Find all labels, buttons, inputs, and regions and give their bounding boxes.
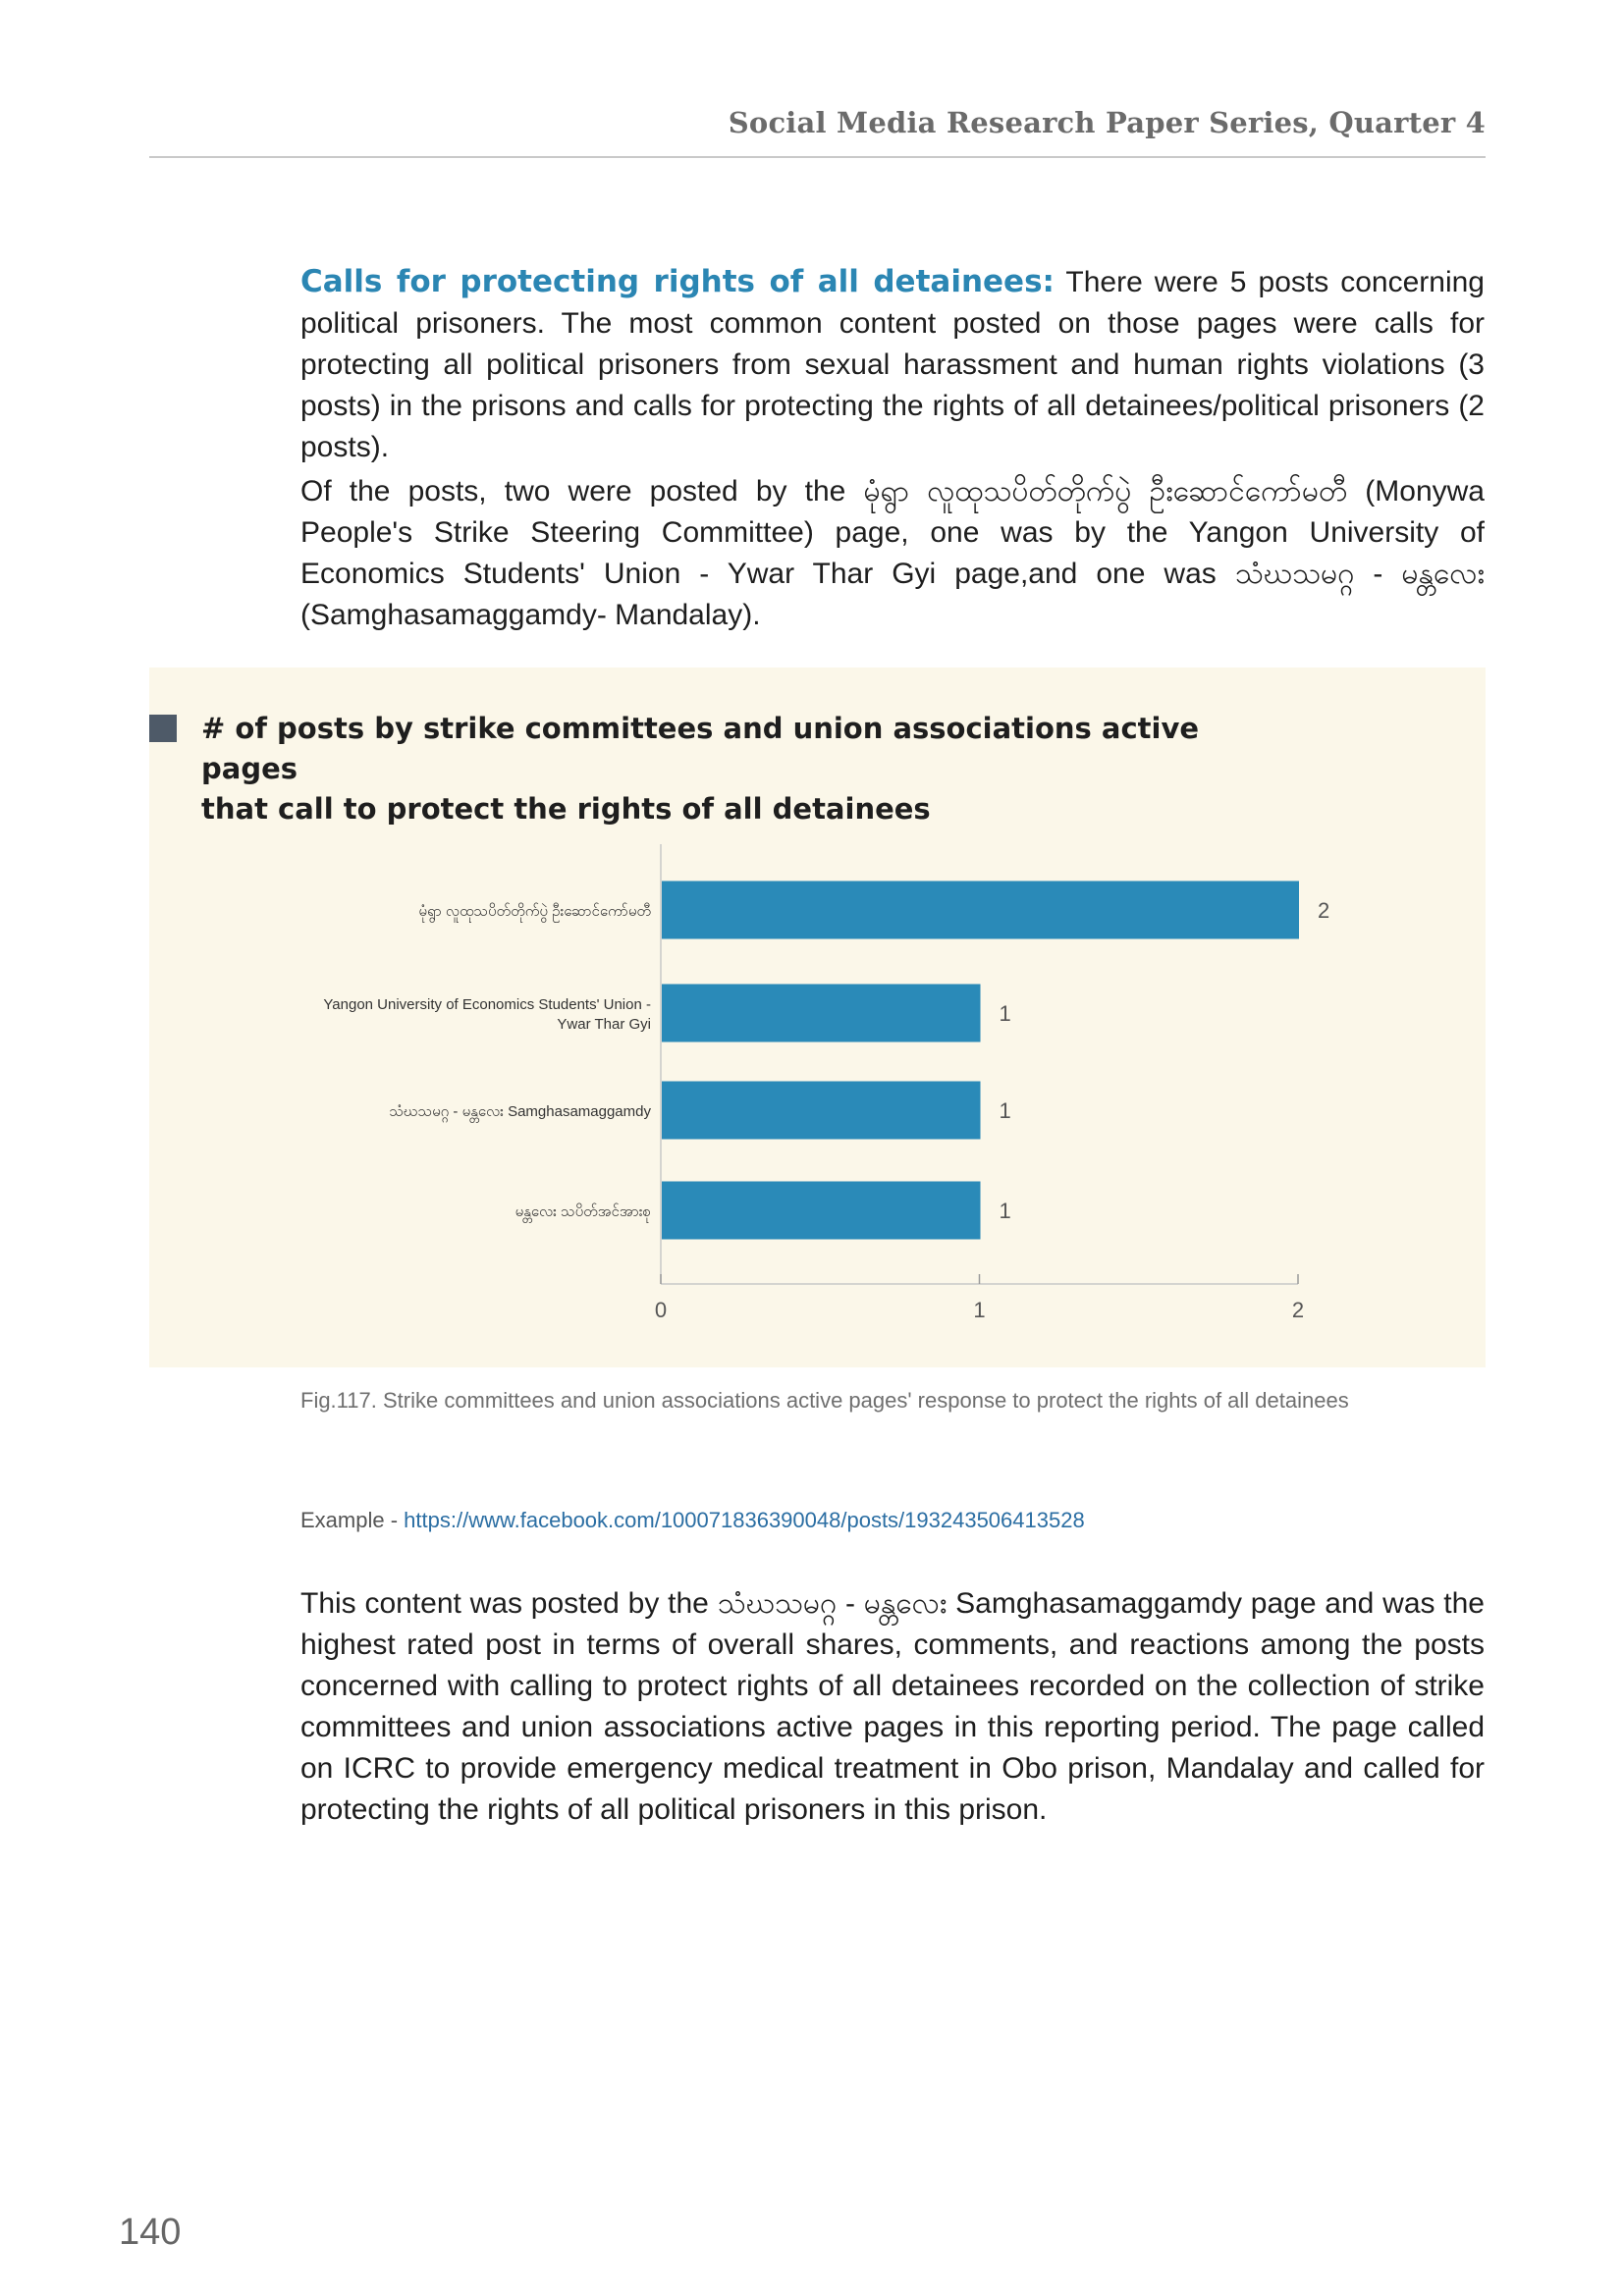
x-tick-label: 2 [1291,1298,1305,1322]
category-label-line: မန္တလေး သပိတ်အင်အားစု [514,1203,651,1220]
category-label [323,996,651,1033]
category-label [389,1103,651,1123]
category-label-line: မုံရွာ လူထုသပိတ်တိုက်ပွဲ ဦးဆောင်ကော်မတီ [418,903,651,920]
bar [662,985,981,1042]
bar-value-label: 1 [999,1098,1011,1123]
section-lead-heading: Calls for protecting rights of all detainees: [300,264,1055,299]
example-line [300,1508,1485,1533]
header-divider [149,156,1486,158]
category-label [418,902,651,923]
bar [662,881,1299,939]
chart-title-line-2: that call to protect the rights of all detainees [201,792,931,826]
page-number: 140 [119,2212,182,2253]
bar-chart [149,667,1486,1367]
bar-value-label: 1 [999,1001,1011,1026]
example-link[interactable]: https://www.facebook.com/100071836390048/posts/193243506413528 [404,1508,1085,1532]
bar-value-label: 1 [999,1199,1011,1223]
running-header: Social Media Research Paper Series, Quarter 4 [728,106,1486,139]
chart-panel [149,667,1486,1367]
x-tick-label: 0 [654,1298,668,1322]
paragraph-pages: Of the posts, two were posted by the မုံရွာ လူထုသပိတ်တိုက်ပွဲ ဦးဆောင်ကော်မတီ (Monywa People's Strike Steering Committee) page, one was by the Yangon University of Economics Students' Union - Ywar Thar Gyi page,and one was သံဃသမဂ္ဂ - မန္တလေး (Samghasamaggamdy- Mandalay). [300,475,1485,631]
bar [662,1082,981,1140]
bar [662,1182,981,1240]
example-label: Example - [300,1508,405,1532]
bar-value-label: 2 [1318,898,1330,923]
category-label-line: သံဃသမဂ္ဂ - မန္တလေး Samghasamaggamdy [389,1103,651,1120]
chart-title-line-1: # of posts by strike committees and union associations active pages [201,712,1200,785]
paragraph-intro [300,261,1485,468]
category-label-line: Ywar Thar Gyi [557,1016,651,1033]
x-tick-label: 1 [973,1298,986,1322]
paragraph-top-post: This content was posted by the သံဃသမဂ္ဂ - မန္တလေး Samghasamaggamdy page and was the highest rated post in terms of overall shares, comments, and reactions among the posts concerned with calling to protect rights of all detainees recorded on the collection of strike committees and union associations active pages in this reporting period. The page called on ICRC to provide emergency medical treatment in Obo prison, Mandalay and called for protecting the rights of all political prisoners in this prison. [300,1587,1485,1826]
category-label [515,1202,651,1223]
paragraph-intro-text: There were 5 posts concerning political prisoners. The most common content posted on those pages were calls for protecting all political prisoners from sexual harassment and human rights violations (3 posts) in the prisons and calls for protecting the rights of all detainees/political prisoners (2 posts). [300,266,1485,463]
category-label-line: Yangon University of Economics Students' Union - [323,996,651,1013]
figure-caption: Fig.117. Strike committees and union associations active pages' response to protect the rights of all detainees [300,1388,1349,1413]
